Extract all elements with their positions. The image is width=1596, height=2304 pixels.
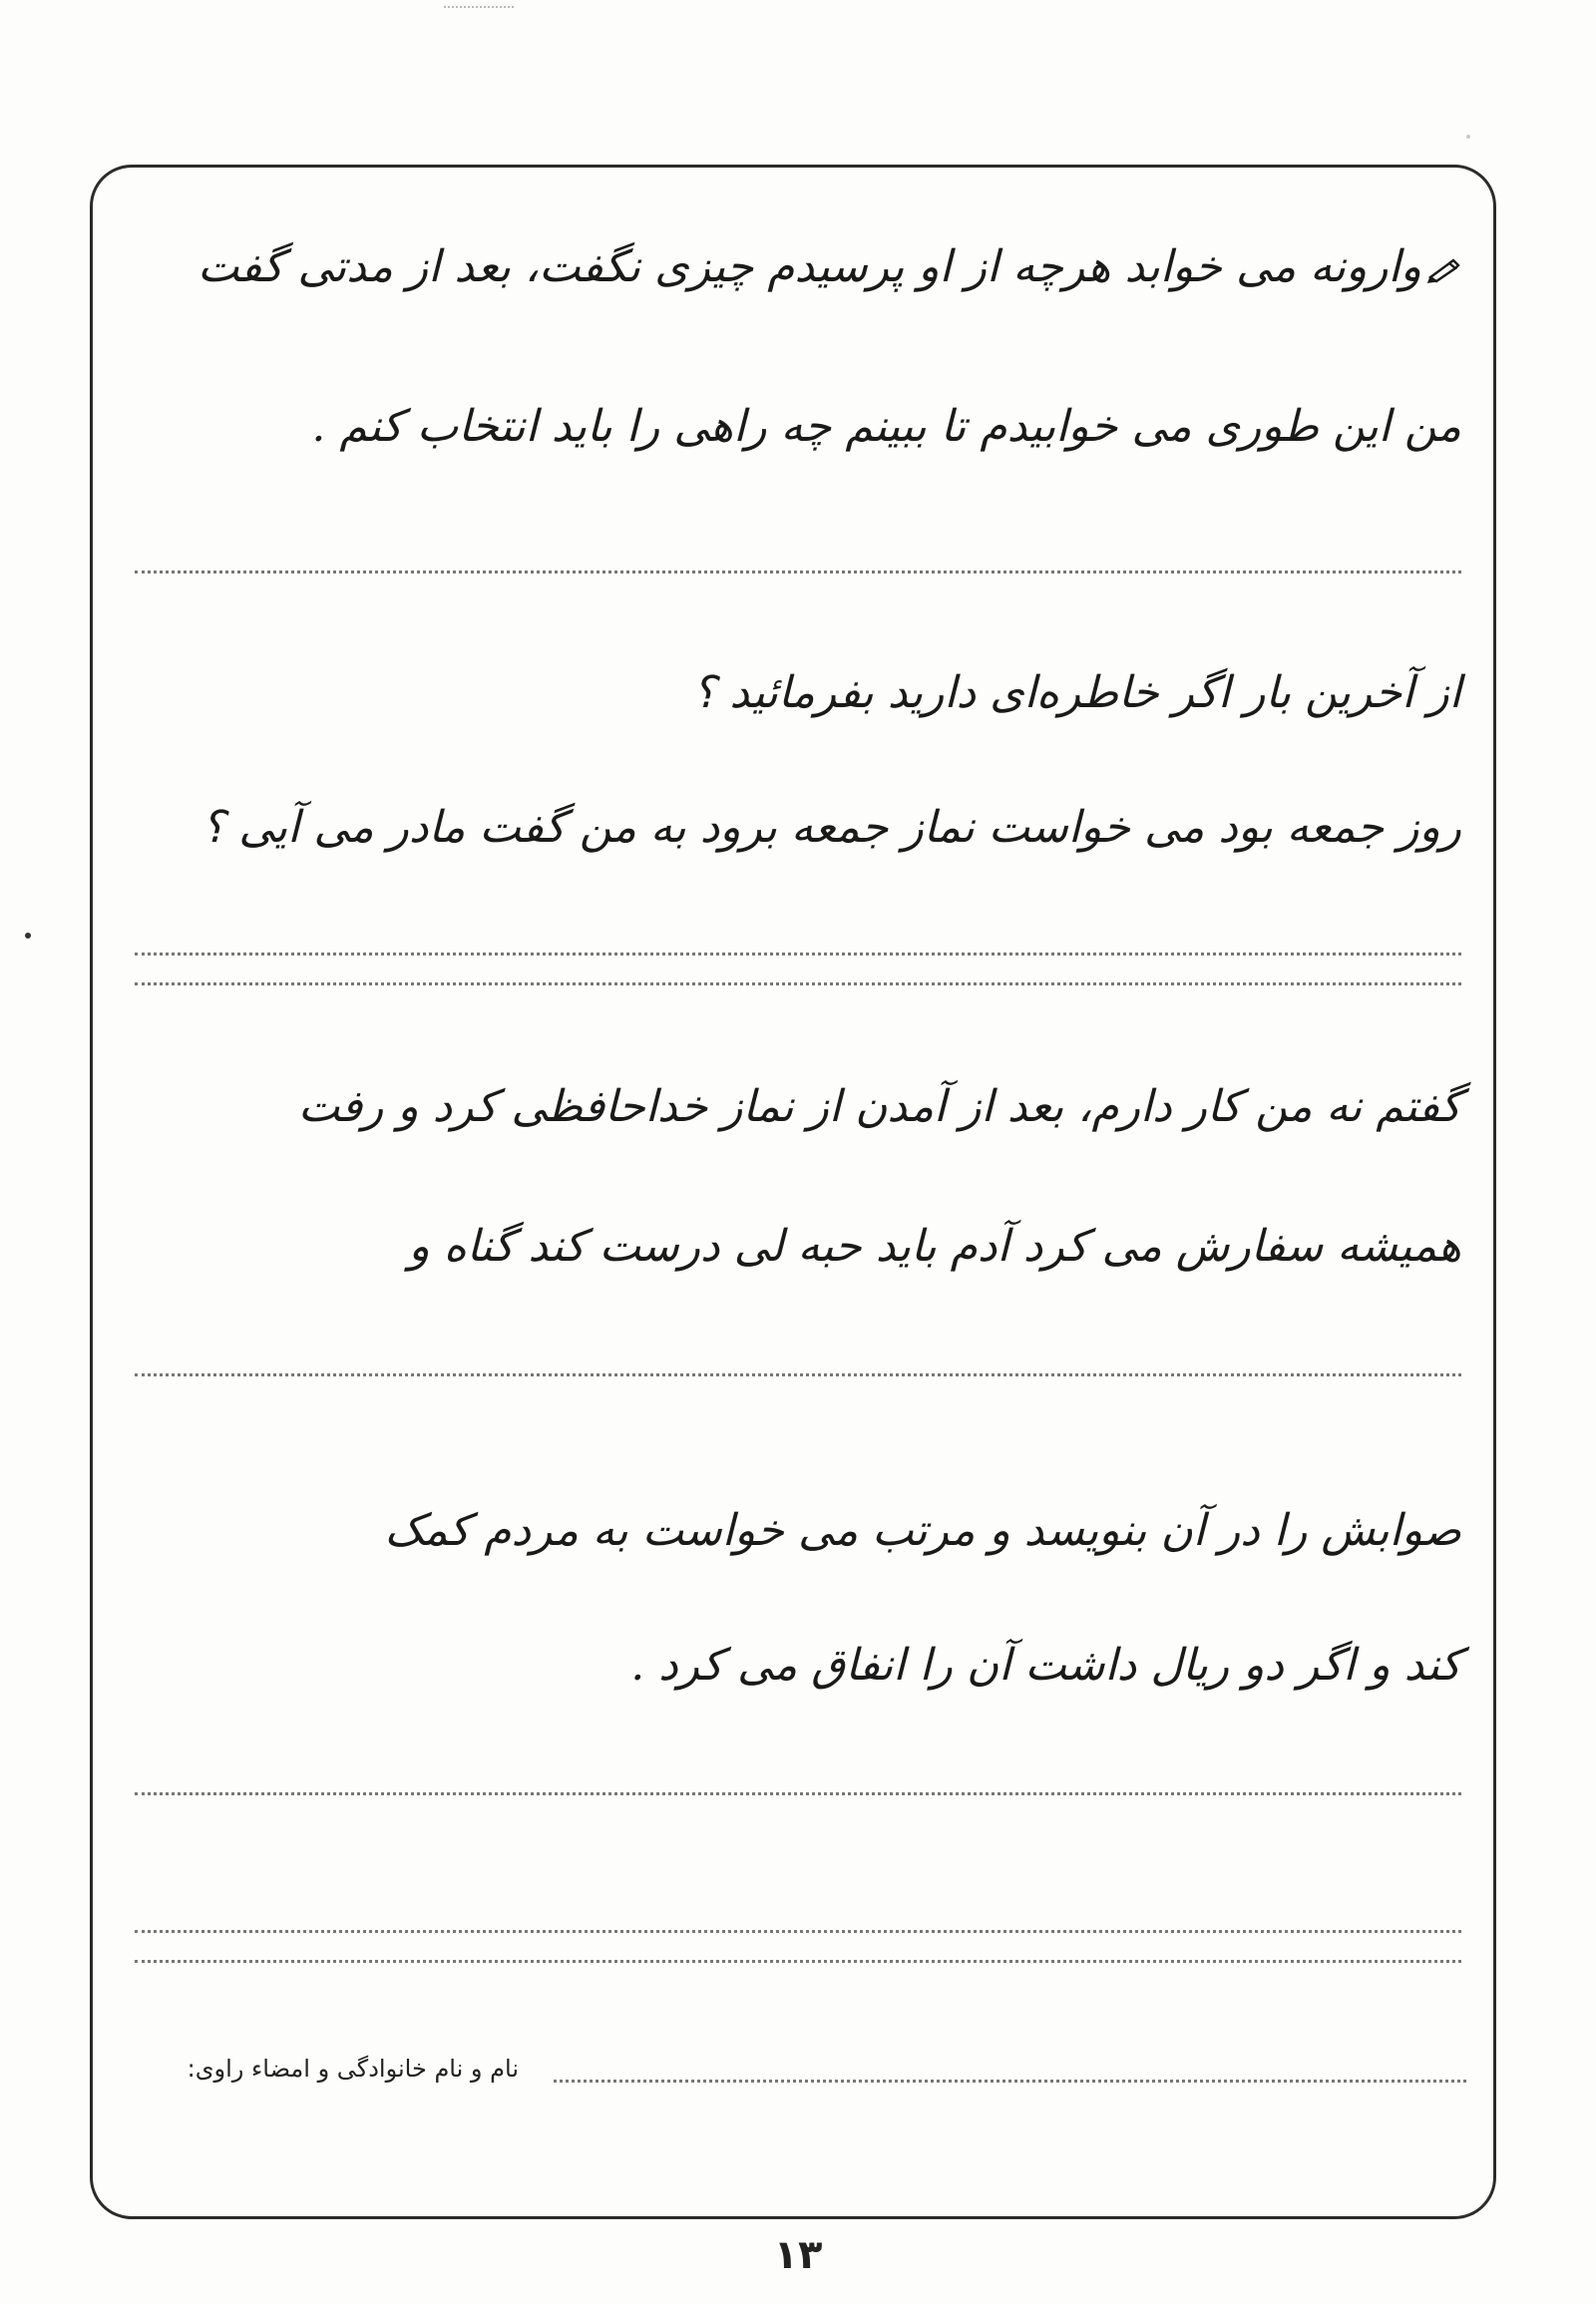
handwritten-line-3: از آخرین بار اگر خاطره‌ای دارید بفرمائید ؟ [692,667,1461,718]
handwritten-line-2: من این طوری می خوابیدم تا ببینم چه راهی را باید انتخاب کنم . [311,401,1461,452]
handwritten-line-1 [198,237,1461,297]
dotted-rule [135,953,1461,956]
dotted-rule [135,571,1461,574]
dotted-rule [135,1960,1461,1963]
handwritten-line-5: گفتم نه من کار دارم، بعد از آمدن از نماز خداحافظی کرد و رفت [297,1081,1461,1132]
signature-line [554,2080,1466,2083]
line-1-text: وارونه می خوابد هرچه از او پرسیدم چیزی نگفت، بعد از مدتی گفت [197,241,1421,292]
margin-speck [25,933,31,939]
corner-speck [1466,135,1470,139]
top-edge-mark [444,0,514,8]
dotted-rule [135,1930,1461,1933]
narrator-signature-label: نام و نام خانوادگی و امضاء راوی: [187,2055,519,2083]
handwritten-line-8: کند و اگر دو ریال داشت آن را انفاق می کرد . [630,1640,1461,1691]
handwritten-line-7: صوابش را در آن بنویسد و مرتب می خواست به مردم کمک [384,1505,1461,1556]
pencil-icon [1427,257,1461,283]
page-number: ۱۳ [773,2232,823,2278]
handwritten-line-4: روز جمعه بود می خواست نماز جمعه برود به من گفت مادر می آیی ؟ [200,802,1461,853]
handwritten-line-6: همیشه سفارش می کرد آدم باید حبه لی درست کند گناه و [408,1221,1461,1272]
dotted-rule [135,982,1461,985]
page-frame [90,165,1496,2219]
dotted-rule [135,1792,1461,1795]
dotted-rule [135,1373,1461,1376]
